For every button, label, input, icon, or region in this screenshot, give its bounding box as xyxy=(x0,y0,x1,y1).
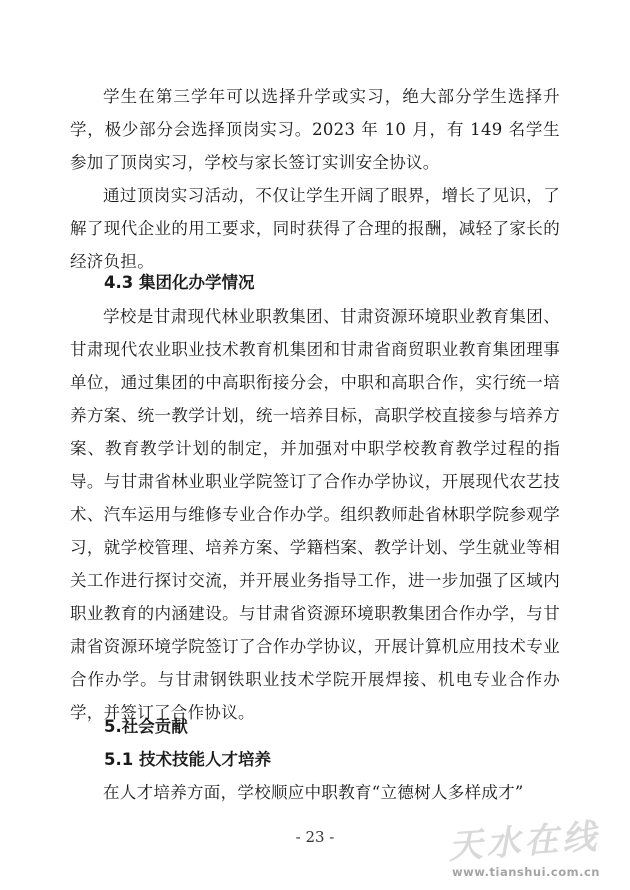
heading-5: 5.社会贡献 xyxy=(104,717,188,736)
page-number: - 23 - xyxy=(295,828,335,846)
paragraph-talent-training: 在人才培养方面，学校顺应中职教育“立德树人多样成才” xyxy=(103,783,524,802)
watermark-logo xyxy=(440,810,630,890)
heading-5-1: 5.1 技术技能人才培养 xyxy=(104,750,271,769)
watermark-url: www.tianshui.com.cn xyxy=(452,865,600,879)
paragraph-internship: 学生在第三学年可以选择升学或实习，绝大部分学生选择升学，极少部分会选择顶岗实习。2023 年 10 月，有 149 名学生参加了顶岗实习，学校与家长签订实训安全协议。 xyxy=(70,87,560,172)
heading-4-3: 4.3 集团化办学情况 xyxy=(104,273,255,292)
paragraph-internship-benefits: 通过顶岗实习活动，不仅让学生开阔了眼界，增长了见识，了解了现代企业的用工要求，同时获得了合理的报酬，减轻了家长的经济负担。 xyxy=(70,186,560,271)
watermark-title: 天水在线 xyxy=(447,816,602,868)
paragraph-group-education: 学校是甘肃现代林业职教集团、甘肃资源环境职业教育集团、甘肃现代农业职业技术教育机集团和甘肃省商贸职业教育集团理事单位，通过集团的中高职衔接分会，中职和高职合作，实行统一培养方案、统一教学计划，统一培养目标，高职学校直接参与培养方案、教育教学计划的制定，并加强对中职学校教育教学过程的指导。与甘肃省林业职业学院签订了合作办学协议，开展现代农艺技术、汽车运用与维修专业合作办学。组织教师赴省林职学院参观学习，就学校管理、培养方案、学籍档案、教学计划、学生就业等相关工作进行探讨交流，并开展业务指导工作，进一步加强了区域内职业教育的内涵建设。与甘肃省资源环境职教集团合作办学，与甘肃省资源环境学院签订了合作办学协议，开展计算机应用技术专业合作办学。与甘肃钢铁职业技术学院开展焊接、机电专业合作办学，并签订了合作协议。 xyxy=(70,307,560,722)
